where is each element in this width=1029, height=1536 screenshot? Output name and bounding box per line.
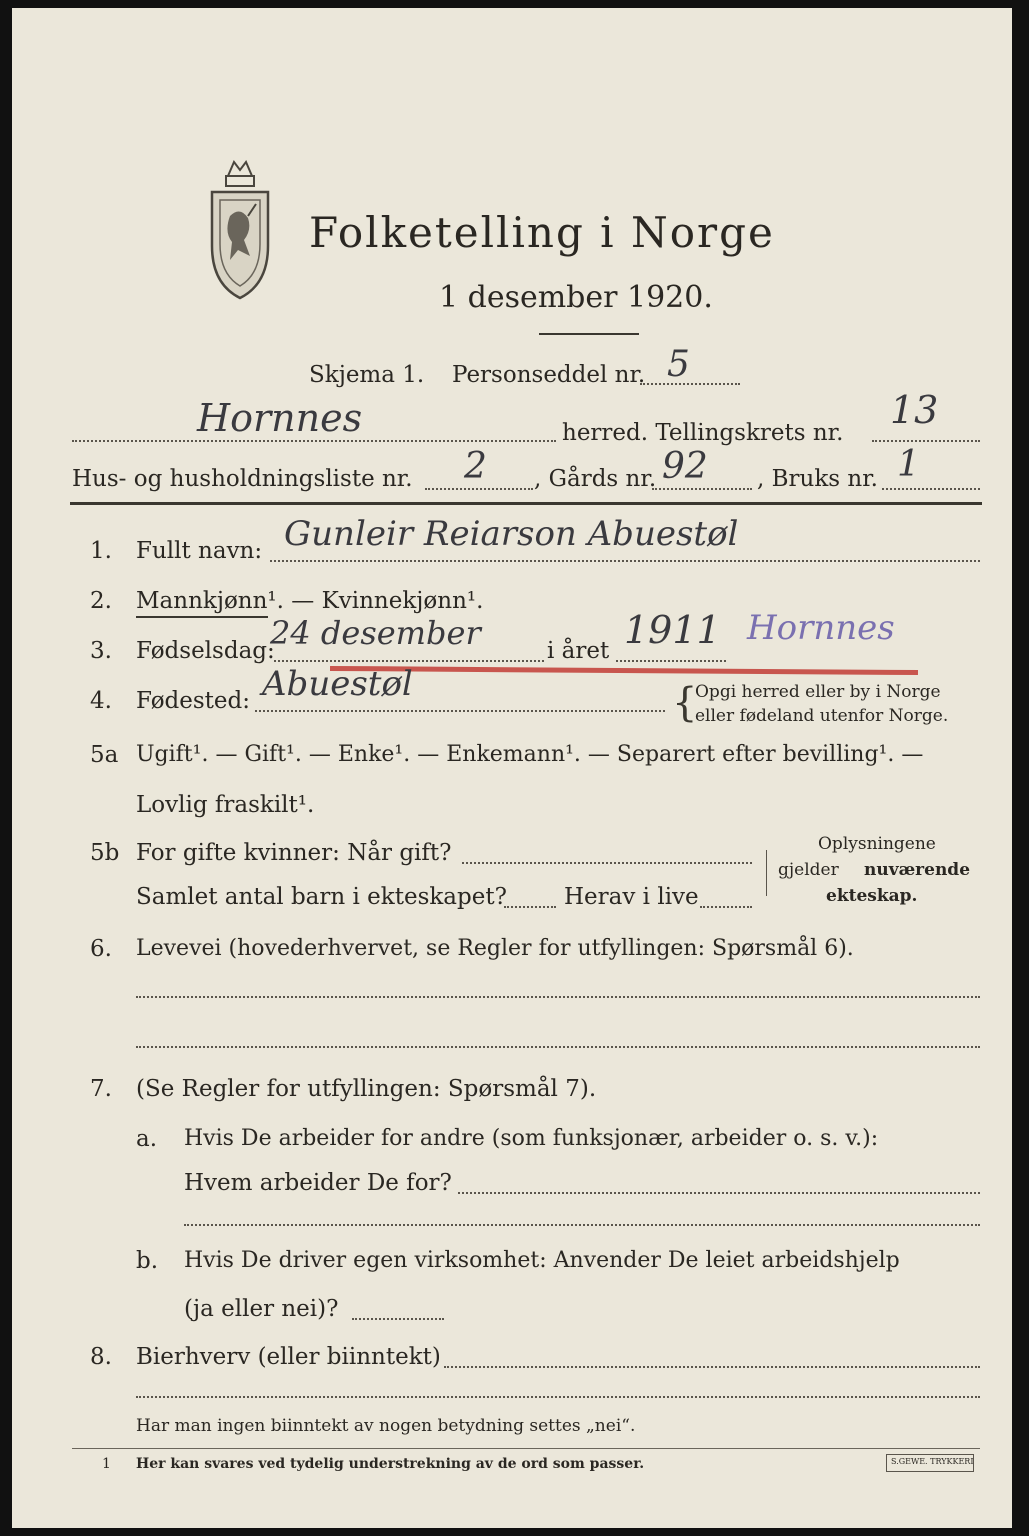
gards-field[interactable]: [652, 488, 752, 490]
hus-field[interactable]: [425, 488, 533, 490]
q3-value: 24 desember: [270, 614, 481, 652]
q6-label: Levevei (hovederhvervet, se Regler for utfyllingen: Spørsmål 6).: [136, 936, 854, 961]
census-date: 1 desember 1920.: [439, 280, 713, 315]
q4-value: Abuestøl: [262, 664, 413, 704]
q1-value: Gunleir Reiarson Abuestøl: [284, 514, 739, 554]
q5b-label: For gifte kvinner: Når gift?: [136, 840, 452, 866]
q7a-letter: a.: [136, 1126, 158, 1152]
q6-field-line1[interactable]: [136, 996, 980, 998]
q7b-field[interactable]: [352, 1318, 444, 1320]
census-form: [12, 8, 1012, 1528]
q3-number: 3.: [90, 638, 112, 664]
q6-number: 6.: [90, 936, 112, 962]
q5b-alive-field[interactable]: [700, 906, 752, 908]
q7a-field-line1[interactable]: [458, 1192, 980, 1194]
q3-year-label: i året: [547, 638, 610, 664]
q5b-alive-label: Herav i live: [564, 884, 699, 910]
hus-value: 2: [464, 446, 487, 487]
q5a-label: Ugift¹. — Gift¹. — Enke¹. — Enkemann¹. — Separert efter bevilling¹. —: [136, 742, 924, 767]
form-title: Folketelling i Norge: [309, 208, 775, 257]
q5b-label-line2: Samlet antal barn i ekteskapet?: [136, 884, 507, 910]
footer-divider: [72, 1448, 980, 1449]
personseddel-value: 5: [667, 344, 690, 385]
q3-extra-value: Hornnes: [747, 608, 895, 648]
title-divider: [539, 333, 639, 335]
footnote-mark: 1: [102, 1456, 111, 1472]
printer-stamp: [886, 1454, 974, 1472]
q5b-married-field[interactable]: [462, 862, 752, 864]
personseddel-field[interactable]: [640, 383, 740, 385]
q3-label: Fødselsdag:: [136, 638, 275, 664]
q7b-label: Hvis De driver egen virksomhet: Anvender De leiet arbeidshjelp: [184, 1248, 900, 1273]
q4-note-line2: eller fødeland utenfor Norge.: [695, 706, 949, 726]
q1-field[interactable]: [270, 560, 980, 562]
q5b-note-line2a: gjelder: [778, 860, 839, 880]
q3-year-field[interactable]: [616, 660, 726, 662]
herred-value: Hornnes: [197, 396, 363, 440]
bruks-label: , Bruks nr.: [757, 466, 878, 492]
q3-field[interactable]: [274, 660, 544, 662]
q7-label: (Se Regler for utfyllingen: Spørsmål 7).: [136, 1076, 597, 1102]
q5b-bracket-line: [766, 850, 767, 896]
herred-label: herred. Tellingskrets nr.: [562, 420, 844, 446]
bruks-value: 1: [897, 444, 920, 485]
footnote-text: Her kan svares ved tydelig understrekning av de ord som passer.: [136, 1456, 645, 1472]
hus-label: Hus- og husholdningsliste nr.: [72, 466, 413, 492]
coat-of-arms-icon: [200, 156, 280, 306]
q5a-number: 5a: [90, 742, 119, 768]
q7a-label-line2: Hvem arbeider De for?: [184, 1170, 452, 1196]
q5b-note-line2b: nuværende: [864, 860, 971, 880]
q2-label: Mannkjønn¹. — Kvinnekjønn¹.: [136, 588, 484, 614]
q8-field-line2[interactable]: [136, 1396, 980, 1398]
q4-number: 4.: [90, 688, 112, 714]
footer-note: Har man ingen biinntekt av nogen betydning settes „nei“.: [136, 1416, 636, 1436]
q7a-label: Hvis De arbeider for andre (som funksjonær, arbeider o. s. v.):: [184, 1126, 879, 1151]
q5a-label-line2: Lovlig fraskilt¹.: [136, 792, 315, 818]
q7b-label-line2: (ja eller nei)?: [184, 1296, 339, 1322]
q2-number: 2.: [90, 588, 112, 614]
q2-underline-mark: [136, 616, 268, 618]
q4-field[interactable]: [255, 710, 665, 712]
q6-field-line2[interactable]: [136, 1046, 980, 1048]
tellingskrets-value: 13: [890, 388, 939, 432]
bruks-field[interactable]: [882, 488, 980, 490]
q8-label: Bierhverv (eller biinntekt): [136, 1344, 441, 1370]
q4-note-line1: Opgi herred eller by i Norge: [695, 682, 941, 702]
q3-year-value: 1911: [624, 608, 721, 652]
q1-label: Fullt navn:: [136, 538, 263, 564]
q7a-field-line2[interactable]: [184, 1224, 980, 1226]
tellingskrets-field[interactable]: [872, 440, 980, 442]
q4-label: Fødested:: [136, 688, 251, 714]
printer-stamp-text: S.GEWE. TRYKKERI: [891, 1457, 974, 1466]
q5b-note-line3: ekteskap.: [826, 886, 918, 906]
q5b-number: 5b: [90, 840, 120, 866]
herred-field[interactable]: [72, 440, 556, 442]
red-strikethrough: [330, 666, 918, 675]
q7-number: 7.: [90, 1076, 112, 1102]
personseddel-label: Personseddel nr.: [452, 362, 646, 388]
q5b-note-line1: Oplysningene: [818, 834, 936, 854]
q1-number: 1.: [90, 538, 112, 564]
gards-value: 92: [662, 446, 708, 487]
q8-number: 8.: [90, 1344, 112, 1370]
q5b-children-field[interactable]: [504, 906, 556, 908]
q4-bracket: {: [672, 680, 698, 726]
skjema-label: Skjema 1.: [309, 362, 425, 388]
q8-field-line1[interactable]: [444, 1366, 980, 1368]
gards-label: , Gårds nr.: [534, 466, 657, 492]
header-divider: [70, 502, 982, 505]
q7b-letter: b.: [136, 1248, 159, 1274]
